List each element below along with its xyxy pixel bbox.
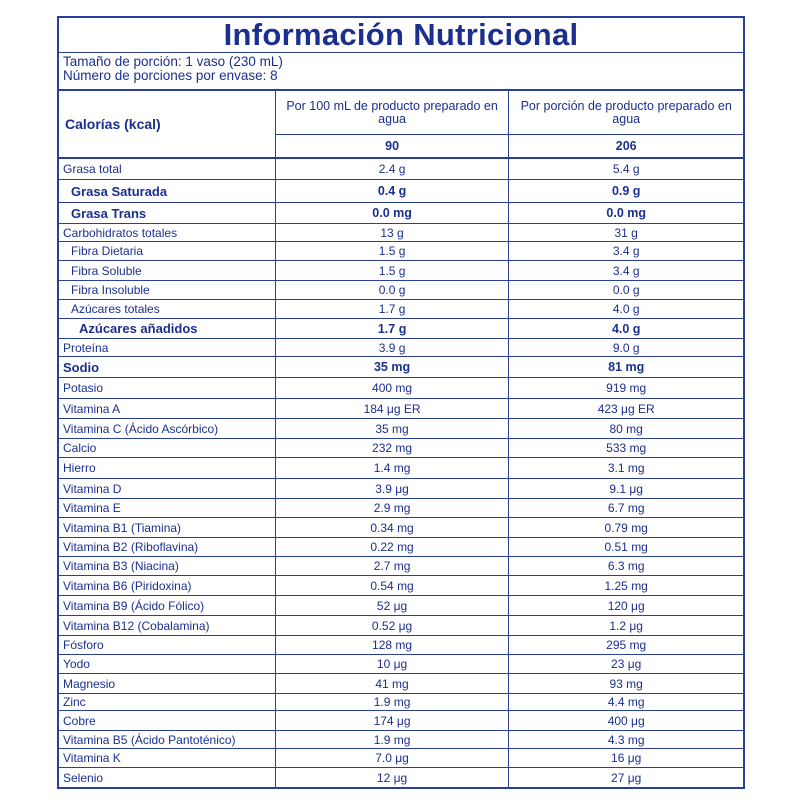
value-per-100ml: 0.4 g — [276, 180, 510, 202]
nutrient-name: Vitamina B5 (Ácido Pantoténico) — [59, 731, 276, 748]
column-per-serving-heading: Por porción de producto preparado en agua — [509, 91, 743, 135]
table-row — [59, 655, 743, 674]
value-per-serving: 0.0 mg — [606, 206, 646, 220]
value-per-serving: 4.0 g — [612, 302, 640, 316]
value-per-serving: 80 mg — [609, 421, 643, 436]
value-per-100ml: 0.22 mg — [276, 538, 510, 556]
value-per-100ml: 1.4 mg — [276, 458, 510, 478]
value-per-100ml: 52 μg — [276, 596, 510, 615]
table-row — [59, 261, 743, 281]
value-per-100ml: 1.7 g — [276, 319, 510, 338]
nutrient-name: Fibra Insoluble — [59, 281, 276, 299]
value-per-serving: 23 μg — [611, 657, 642, 671]
value-per-100ml: 7.0 μg — [276, 749, 510, 767]
table-row — [59, 224, 743, 242]
nutrient-name: Carbohidratos totales — [59, 224, 276, 241]
nutrient-name: Vitamina A — [59, 399, 276, 418]
nutrient-name: Vitamina B1 (Tiamina) — [59, 518, 276, 537]
nutrient-name: Hierro — [59, 458, 276, 478]
nutrient-name: Vitamina B6 (Piridoxina) — [59, 576, 276, 595]
nutrient-name: Calcio — [59, 439, 276, 457]
value-per-100ml: 1.9 mg — [276, 694, 510, 710]
value-per-serving: 6.3 mg — [607, 559, 645, 573]
table-row — [59, 518, 743, 538]
table-row — [59, 768, 743, 787]
table-row — [59, 458, 743, 479]
value-per-100ml: 3.9 g — [276, 339, 510, 356]
nutrient-name: Yodo — [59, 655, 276, 673]
value-per-100ml: 12 μg — [276, 768, 510, 787]
value-per-serving: 6.7 mg — [607, 501, 645, 515]
value-per-100ml: 1.7 g — [276, 300, 510, 318]
table-header — [59, 91, 743, 159]
value-per-serving: 5.4 g — [612, 162, 640, 176]
value-per-serving: 120 μg — [607, 598, 645, 613]
value-per-serving: 4.4 mg — [607, 695, 645, 709]
value-per-serving: 16 μg — [611, 751, 642, 765]
value-per-100ml: 35 mg — [276, 419, 510, 438]
value-per-100ml: 0.0 g — [276, 281, 510, 299]
servings-per-container: Número de porciones por envase: 8 — [63, 68, 278, 83]
value-per-100ml: 2.7 mg — [276, 557, 510, 575]
table-row — [59, 339, 743, 357]
nutrient-name: Vitamina B12 (Cobalamina) — [59, 616, 276, 635]
value-per-serving: 3.4 g — [612, 244, 640, 258]
value-per-serving: 81 mg — [608, 360, 645, 374]
table-row — [59, 399, 743, 419]
nutrient-name: Vitamina C (Ácido Ascórbico) — [59, 419, 276, 438]
table-row — [59, 636, 743, 655]
nutrient-rows — [59, 159, 743, 787]
nutrition-facts-panel — [57, 16, 745, 789]
value-per-100ml: 400 mg — [276, 378, 510, 398]
table-row — [59, 378, 743, 399]
value-per-serving: 295 mg — [606, 638, 647, 652]
nutrient-name: Selenio — [59, 768, 276, 787]
nutrient-name: Sodio — [59, 357, 276, 377]
value-per-serving: 423 μg ER — [597, 401, 655, 416]
calories-per-100ml: 90 — [385, 139, 400, 153]
value-per-100ml: 13 g — [276, 224, 510, 241]
value-per-serving: 0.9 g — [611, 184, 641, 198]
value-per-100ml: 1.9 mg — [276, 731, 510, 748]
calories-label: Calorías (kcal) — [59, 91, 276, 157]
table-row — [59, 281, 743, 300]
nutrient-name: Fibra Soluble — [59, 261, 276, 280]
table-row — [59, 694, 743, 711]
table-row — [59, 242, 743, 261]
value-per-100ml: 0.0 mg — [276, 203, 510, 223]
table-row — [59, 711, 743, 731]
value-per-serving: 3.4 g — [612, 263, 640, 278]
table-row — [59, 300, 743, 319]
value-per-serving: 3.1 mg — [607, 461, 645, 475]
value-per-serving: 4.0 g — [611, 321, 641, 336]
column-per-100ml — [276, 91, 510, 157]
value-per-serving: 533 mg — [606, 441, 647, 455]
value-per-100ml: 232 mg — [276, 439, 510, 457]
value-per-serving: 9.1 μg — [609, 481, 643, 496]
table-row — [59, 319, 743, 339]
value-per-100ml: 0.52 μg — [276, 616, 510, 635]
nutrient-name: Cobre — [59, 711, 276, 730]
nutrient-name: Fósforo — [59, 636, 276, 654]
column-per-100ml-heading: Por 100 mL de producto preparado en agua — [276, 91, 509, 135]
value-per-100ml: 1.5 g — [276, 242, 510, 260]
value-per-100ml: 128 mg — [276, 636, 510, 654]
table-row — [59, 479, 743, 499]
value-per-100ml: 184 μg ER — [276, 399, 510, 418]
table-row — [59, 596, 743, 616]
value-per-serving: 919 mg — [606, 381, 647, 395]
value-per-100ml: 2.9 mg — [276, 499, 510, 517]
value-per-serving: 27 μg — [611, 770, 642, 785]
value-per-100ml: 2.4 g — [276, 159, 510, 179]
panel-title: Información Nutricional — [59, 18, 743, 53]
nutrient-name: Grasa total — [59, 159, 276, 179]
value-per-100ml: 41 mg — [276, 674, 510, 693]
table-row — [59, 616, 743, 636]
nutrient-name: Vitamina E — [59, 499, 276, 517]
table-row — [59, 159, 743, 180]
value-per-serving: 0.0 g — [612, 283, 640, 297]
nutrient-name: Vitamina B9 (Ácido Fólico) — [59, 596, 276, 615]
value-per-serving: 1.2 μg — [609, 618, 643, 633]
table-row — [59, 180, 743, 203]
column-per-serving — [509, 91, 743, 157]
nutrient-name: Vitamina B2 (Riboflavina) — [59, 538, 276, 556]
table-row — [59, 538, 743, 557]
table-row — [59, 357, 743, 378]
table-row — [59, 203, 743, 224]
calories-per-serving: 206 — [615, 139, 637, 153]
nutrient-name: Azúcares añadidos — [59, 319, 276, 338]
value-per-100ml: 0.54 mg — [276, 576, 510, 595]
value-per-serving: 93 mg — [609, 676, 643, 691]
value-per-serving: 1.25 mg — [604, 578, 648, 593]
value-per-100ml: 0.34 mg — [276, 518, 510, 537]
value-per-100ml: 1.5 g — [276, 261, 510, 280]
table-row — [59, 731, 743, 749]
nutrient-name: Fibra Dietaria — [59, 242, 276, 260]
table-row — [59, 419, 743, 439]
table-row — [59, 557, 743, 576]
value-per-serving: 4.3 mg — [607, 732, 645, 747]
nutrient-name: Grasa Trans — [59, 203, 276, 223]
nutrient-name: Vitamina K — [59, 749, 276, 767]
nutrient-name: Azúcares totales — [59, 300, 276, 318]
table-row — [59, 749, 743, 768]
nutrient-name: Vitamina B3 (Niacina) — [59, 557, 276, 575]
value-per-100ml: 3.9 μg — [276, 479, 510, 498]
value-per-serving: 31 g — [614, 225, 638, 240]
nutrient-name: Grasa Saturada — [59, 180, 276, 202]
nutrient-name: Potasio — [59, 378, 276, 398]
table-row — [59, 674, 743, 694]
table-row — [59, 576, 743, 596]
value-per-100ml: 174 μg — [276, 711, 510, 730]
nutrient-name: Magnesio — [59, 674, 276, 693]
value-per-100ml: 10 μg — [276, 655, 510, 673]
serving-info — [59, 53, 743, 91]
value-per-serving: 400 μg — [607, 713, 645, 728]
value-per-serving: 0.79 mg — [604, 520, 648, 535]
value-per-serving: 9.0 g — [612, 340, 640, 355]
table-row — [59, 499, 743, 518]
nutrient-name: Zinc — [59, 694, 276, 710]
nutrient-name: Proteína — [59, 339, 276, 356]
value-per-serving: 0.51 mg — [604, 540, 648, 554]
table-row — [59, 439, 743, 458]
value-per-100ml: 35 mg — [276, 357, 510, 377]
serving-size: Tamaño de porción: 1 vaso (230 mL) — [63, 54, 283, 69]
nutrient-name: Vitamina D — [59, 479, 276, 498]
